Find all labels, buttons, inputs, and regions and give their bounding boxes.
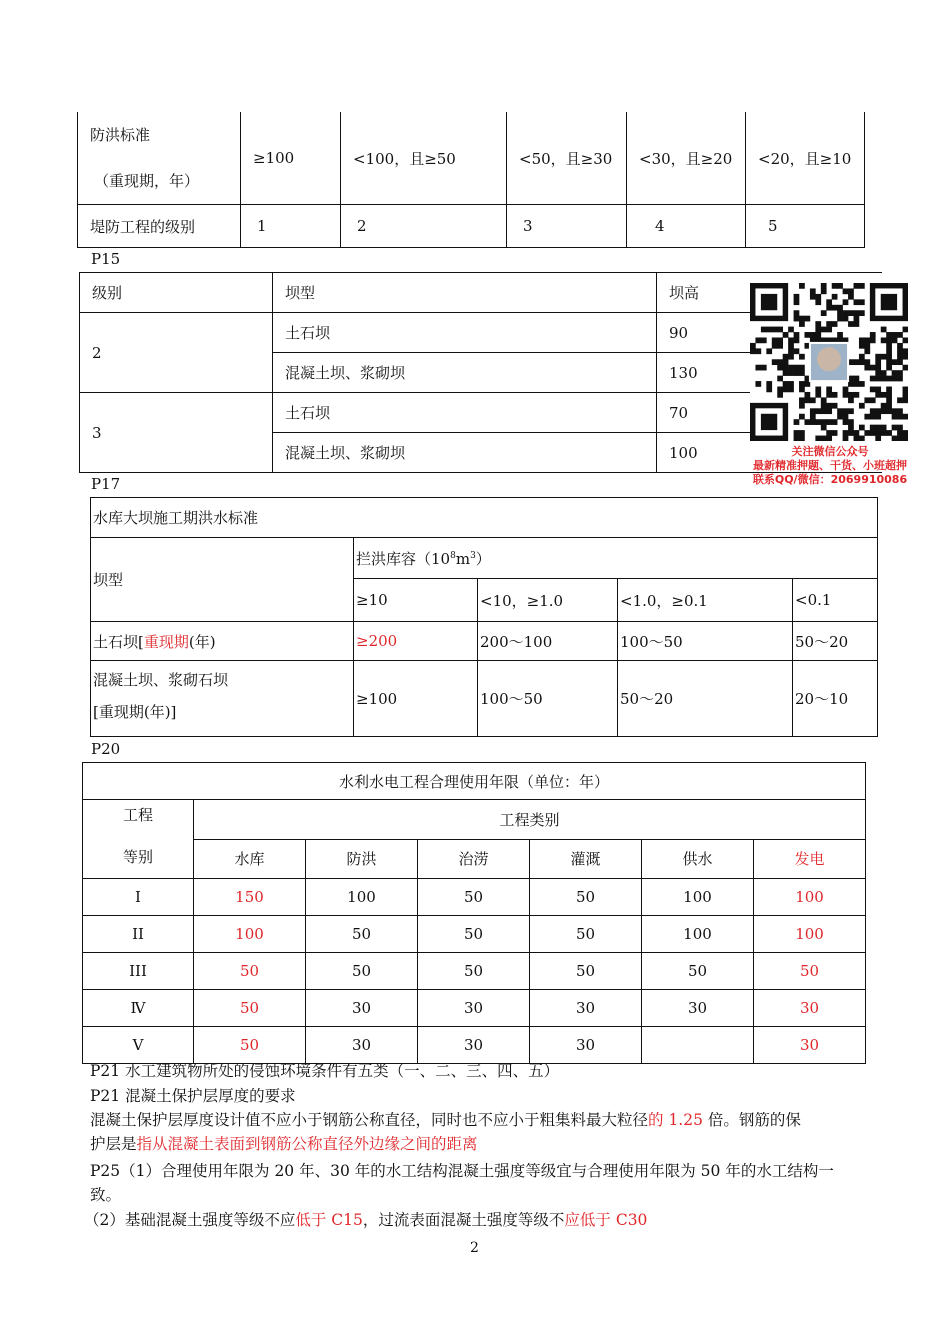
- table-cell: 50: [530, 879, 642, 916]
- table-cell: [642, 1027, 754, 1064]
- grade-cell: I: [83, 879, 194, 916]
- table-cell: 100～50: [478, 661, 618, 737]
- dam-type-cell: 土石坝: [273, 313, 657, 353]
- text-run: 混凝土保护层厚度设计值不应小于钢筋公称直径，同时也不应小于粗集料最大粒径: [90, 1111, 649, 1129]
- capacity-label: 拦洪库容（10: [356, 549, 451, 568]
- range-header: <0.1: [793, 579, 878, 622]
- section-label-p15: P15: [91, 250, 121, 268]
- table-cell: 20～10: [793, 661, 878, 737]
- table-cell: 100: [306, 879, 418, 916]
- grade-header-line: 工程: [122, 806, 153, 824]
- table-cell: 100: [754, 879, 866, 916]
- table-cell: 50: [418, 953, 530, 990]
- table-cell: 50: [418, 916, 530, 953]
- qr-code-image: [750, 283, 908, 441]
- dam-type-header: 坝型: [91, 538, 354, 622]
- capacity-exponent: 8: [450, 550, 456, 561]
- table-cell: 200～100: [478, 622, 618, 661]
- page-number: 2: [470, 1240, 479, 1256]
- table-cell-highlight: ≥200: [354, 622, 478, 661]
- qr-caption-line1: 关注微信公众号: [791, 445, 869, 458]
- table-header: 级别: [80, 273, 273, 313]
- table-cell: <50，且≥30: [507, 112, 627, 205]
- service-life-table: [82, 762, 866, 1064]
- capacity-unit-exponent: 3: [470, 550, 476, 561]
- table-cell: 50: [530, 953, 642, 990]
- note-cover-paragraph: [90, 1108, 880, 1156]
- note-p25-strength: [84, 1208, 874, 1232]
- table-cell: 100: [194, 916, 306, 953]
- table-cell: 50: [530, 916, 642, 953]
- dam-height-cell: 130: [657, 353, 882, 393]
- column-header: 灌溉: [530, 839, 642, 879]
- label-line: 混凝土坝、浆砌石坝: [93, 670, 229, 689]
- table-cell: 50～20: [793, 622, 878, 661]
- table-row: [83, 990, 866, 1027]
- table-cell: 30: [418, 990, 530, 1027]
- dam-type-cell: 土石坝: [273, 393, 657, 433]
- table-cell: 50: [306, 953, 418, 990]
- text-run: 倍。钢筋的保: [702, 1111, 801, 1129]
- dike-level-label: 堤防工程的级别: [78, 205, 241, 248]
- text-run-highlight: 低于 C15: [295, 1211, 363, 1229]
- return-period-label: （重现期，年）: [94, 172, 200, 190]
- grade-cell: III: [83, 953, 194, 990]
- table-cell: 50～20: [618, 661, 793, 737]
- table-cell: 50: [194, 953, 306, 990]
- label-part-highlight: 重现期: [143, 632, 189, 651]
- dam-height-cell: 70: [657, 393, 882, 433]
- table-cell: 50: [418, 879, 530, 916]
- table-row: [83, 916, 866, 953]
- table-cell: 100: [754, 916, 866, 953]
- table-cell: 2: [341, 205, 507, 248]
- table-title: 水利水电工程合理使用年限（单位：年）: [83, 763, 866, 800]
- table-cell: 100: [642, 879, 754, 916]
- grade-header-line: 等别: [122, 848, 153, 866]
- table-cell: ≥100: [241, 112, 341, 205]
- table-cell: 50: [194, 990, 306, 1027]
- text-run: 护层是: [90, 1135, 137, 1153]
- table-cell: ≥100: [354, 661, 478, 737]
- table-row: [83, 1027, 866, 1064]
- table-cell: 4: [627, 205, 746, 248]
- note-p25-line1: P25（1）合理使用年限为 20 年、30 年的水工结构混凝土强度等级宜与合理使用年限为 50 年的水工结构一: [90, 1162, 834, 1180]
- table-cell: 30: [530, 1027, 642, 1064]
- note-p21-erosion: P21 水工建筑物所处的侵蚀环境条件有五类（一、二、三、四、五）: [90, 1062, 560, 1080]
- text-run: （2）基础混凝土强度等级不应: [84, 1211, 296, 1229]
- table-cell: 50: [642, 953, 754, 990]
- capacity-unit: m: [455, 549, 471, 568]
- column-header: 防洪: [306, 839, 418, 879]
- text-run-highlight: 指从混凝土表面到钢筋公称直径外边缘之间的距离: [136, 1135, 478, 1153]
- table-cell: 30: [418, 1027, 530, 1064]
- grade-cell: V: [83, 1027, 194, 1064]
- table-cell: 30: [530, 990, 642, 1027]
- construction-flood-table: [90, 497, 878, 737]
- table-cell: 30: [642, 990, 754, 1027]
- table-header: 坝型: [273, 273, 657, 313]
- note-p21-cover: P21 混凝土保护层厚度的要求: [90, 1087, 296, 1105]
- table-cell: 50: [306, 916, 418, 953]
- range-header: ≥10: [354, 579, 478, 622]
- table-header: 坝高: [657, 273, 882, 313]
- grade-cell: Ⅳ: [83, 990, 194, 1027]
- dam-height-cell: 100: [657, 433, 882, 473]
- dike-level-table: [77, 112, 865, 248]
- table-cell: 30: [754, 990, 866, 1027]
- grade-header: [83, 800, 194, 879]
- table-cell: 100: [642, 916, 754, 953]
- text-run-highlight: 的 1.25: [648, 1111, 703, 1129]
- table-cell: <20，且≥10: [746, 112, 865, 205]
- column-header: 治涝: [418, 839, 530, 879]
- level-cell: 2: [80, 313, 273, 393]
- flood-standard-label: 防洪标准: [90, 126, 151, 144]
- concrete-dam-label: [91, 661, 354, 737]
- table-cell: 3: [507, 205, 627, 248]
- column-header: 发电: [754, 839, 866, 879]
- qr-caption-line2: 最新精准押题、干货、小班超押: [753, 459, 907, 472]
- table-cell: <30，且≥20: [627, 112, 746, 205]
- note-p25-line2: 致。: [90, 1186, 122, 1204]
- table-cell: 50: [194, 1027, 306, 1064]
- label-part: (年): [188, 632, 216, 651]
- section-label-p17: P17: [91, 475, 121, 493]
- column-header: 水库: [194, 839, 306, 879]
- capacity-close: ）: [475, 549, 491, 568]
- table-cell: 30: [306, 990, 418, 1027]
- level-cell: 3: [80, 393, 273, 473]
- table-cell: 30: [754, 1027, 866, 1064]
- dam-height-cell: 90: [657, 313, 882, 353]
- table-cell: 100～50: [618, 622, 793, 661]
- table-row: [83, 953, 866, 990]
- dam-type-cell: 混凝土坝、浆砌坝: [273, 433, 657, 473]
- grade-cell: II: [83, 916, 194, 953]
- column-header: 供水: [642, 839, 754, 879]
- qr-caption-line3: 联系QQ/微信：2069910086: [752, 473, 908, 486]
- table-row: [83, 879, 866, 916]
- earth-dam-label: [91, 622, 354, 661]
- range-header: <10，≥1.0: [478, 579, 618, 622]
- capacity-header: [354, 538, 878, 579]
- dam-type-cell: 混凝土坝、浆砌坝: [273, 353, 657, 393]
- table-title: 水库大坝施工期洪水标准: [91, 498, 878, 538]
- category-header: 工程类别: [194, 800, 866, 840]
- table-cell: 50: [754, 953, 866, 990]
- label-part: 土石坝[: [93, 632, 144, 651]
- section-label-p20: P20: [91, 740, 121, 758]
- table-cell: 30: [306, 1027, 418, 1064]
- text-run: ，过流表面混凝土强度等级不: [362, 1211, 565, 1229]
- table-cell: <100，且≥50: [341, 112, 507, 205]
- table-cell: 1: [241, 205, 341, 248]
- text-run-highlight: 应低于 C30: [564, 1211, 648, 1229]
- table-cell: 150: [194, 879, 306, 916]
- table-cell: 5: [746, 205, 865, 248]
- flood-standard-header: [78, 112, 241, 205]
- range-header: <1.0，≥0.1: [618, 579, 793, 622]
- label-line: [重现期(年)]: [93, 702, 177, 721]
